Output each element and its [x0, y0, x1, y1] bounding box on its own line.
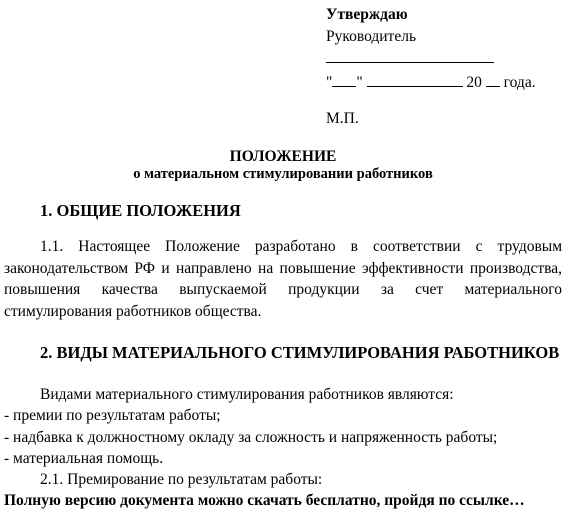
approval-title: Утверждаю [326, 6, 408, 23]
section2-intro: Видами материального стимулирования работников являются: [40, 386, 454, 403]
signature-line [326, 50, 494, 63]
year-prefix: 20 [466, 74, 482, 91]
seal-mark: М.П. [326, 110, 359, 127]
approval-block [326, 4, 558, 93]
month-blank [367, 71, 463, 87]
year-suffix: года. [503, 74, 536, 91]
year-blank [486, 71, 500, 87]
date-close-quote: " [356, 74, 363, 91]
list-item: - материальная помощь. [4, 450, 164, 467]
list-item: - надбавка к должностному окладу за сложность и напряженность работы; [4, 428, 498, 446]
list-item: - премии по результатам работы; [4, 407, 221, 424]
section1-paragraph: 1.1. Настоящее Положение разработано в соответствии с трудовым законодательством РФ и направлено на повышение эффективности производства, повышения качества выпускаемой продукции за счет материального стимулирования работников общества. [4, 238, 562, 320]
section2-subsection: 2.1. Премирование по результатам работы: [40, 471, 323, 488]
document-title: ПОЛОЖЕНИЕ [229, 148, 337, 165]
approval-role: Руководитель [326, 28, 417, 45]
day-blank [332, 71, 356, 87]
section1-heading: 1. ОБЩИЕ ПОЛОЖЕНИЯ [40, 201, 241, 220]
section2-list [4, 405, 497, 470]
date-open-quote: " [326, 74, 333, 91]
approval-date-line [326, 71, 558, 93]
section2-heading: 2. ВИДЫ МАТЕРИАЛЬНОГО СТИМУЛИРОВАНИЯ РАБОТНИКОВ [40, 343, 560, 362]
download-link[interactable]: Полную версию документа можно скачать бесплатно, пройдя по ссылке… [4, 492, 525, 509]
document-subtitle: о материальном стимулировании работников [133, 166, 433, 182]
